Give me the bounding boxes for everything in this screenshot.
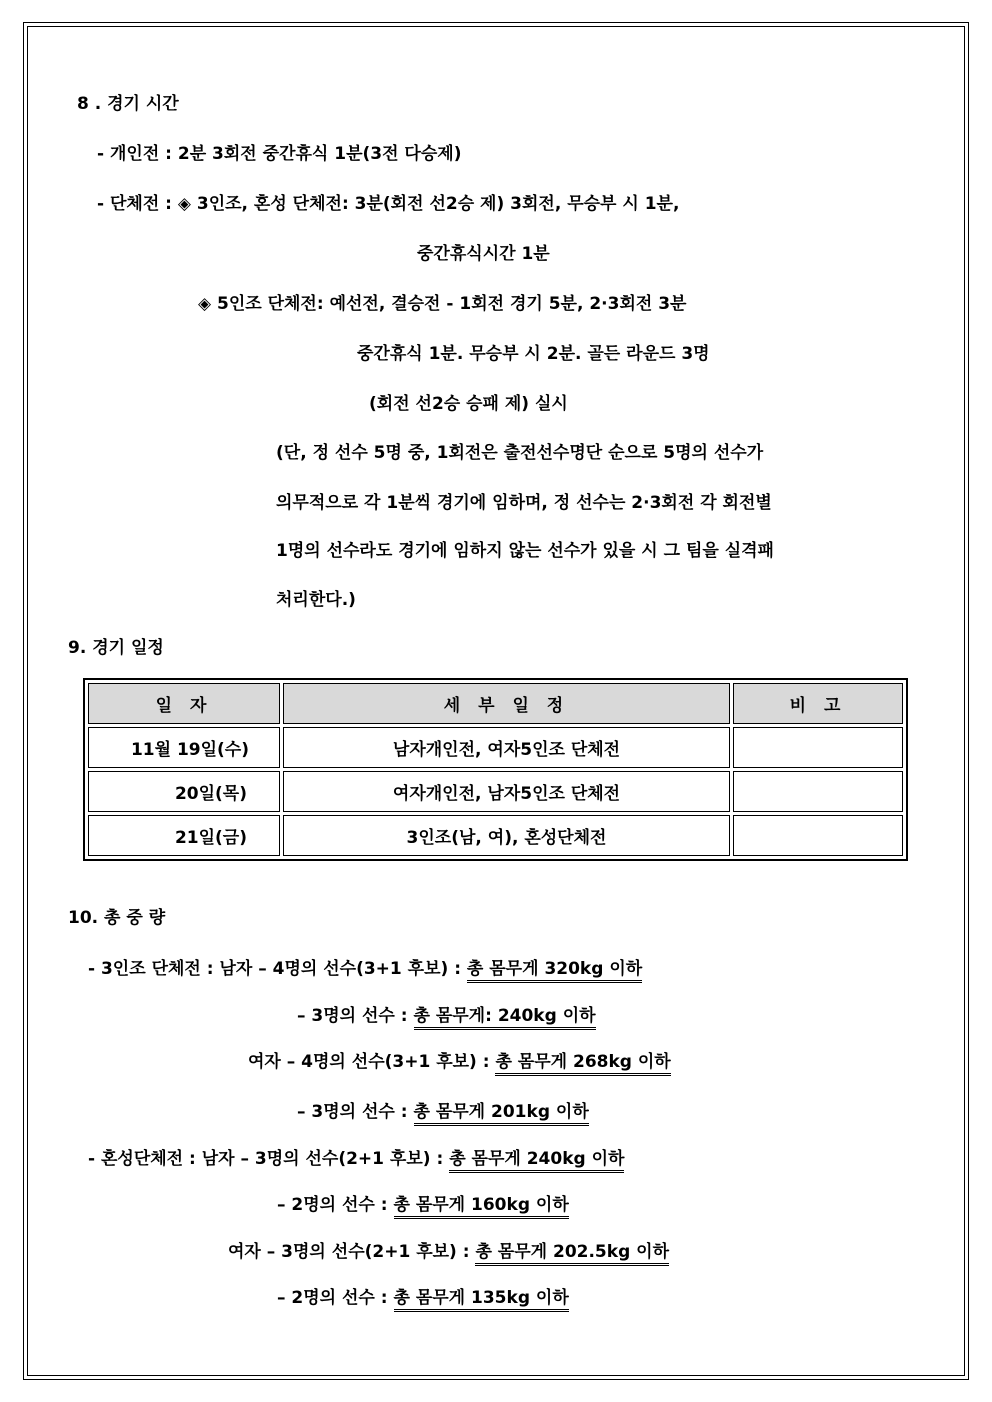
team-time-line1: - 단체전 : ◈ 3인조, 혼성 단체전: 3분(회전 선2승 제) 3회전, 무승부 시 1분, [97,194,680,214]
schedule-table [83,678,908,861]
table-header-row [88,683,903,724]
row-note [733,727,903,768]
row-detail: 3인조(남, 여), 혼성단체전 [283,815,730,856]
weight-line2-label: – 3명의 선수 : [297,1006,414,1026]
team-time-line2: 중간휴식시간 1분 [417,244,550,264]
weight-line5 [88,1148,624,1170]
table-row [88,727,903,768]
header-date: 일 자 [88,683,280,724]
weight-line6-value: 총 몸무게 160kg 이하 [394,1195,569,1219]
section9-title: 9. 경기 일정 [68,638,164,658]
row-date: 21일(금) [88,815,280,856]
header-note: 비 고 [733,683,903,724]
weight-line6 [277,1194,569,1216]
weight-line4-value: 총 몸무게 201kg 이하 [414,1102,589,1126]
header-detail: 세 부 일 정 [283,683,730,724]
row-note [733,771,903,812]
row-date: 20일(목) [88,771,280,812]
five-team-line1: ◈ 5인조 단체전: 예선전, 결승전 - 1회전 경기 5분, 2·3회전 3분 [198,294,687,314]
row-detail: 남자개인전, 여자5인조 단체전 [283,727,730,768]
note-line1: (단, 정 선수 5명 중, 1회전은 출전선수명단 순으로 5명의 선수가 [276,443,764,463]
row-detail: 여자개인전, 남자5인조 단체전 [283,771,730,812]
weight-line3 [248,1051,671,1073]
table-row [88,815,903,856]
weight-line7-label: 여자 – 3명의 선수(2+1 후보) : [228,1242,476,1262]
row-note [733,815,903,856]
weight-line1-value: 총 몸무게 320kg 이하 [467,959,642,983]
weight-line8-label: – 2명의 선수 : [277,1288,394,1308]
section8-title: 8 . 경기 시간 [77,94,179,114]
five-team-line2: 중간휴식 1분. 무승부 시 2분. 골든 라운드 3명 [357,344,710,364]
weight-line4-label: – 3명의 선수 : [297,1102,414,1122]
five-team-line3: (회전 선2승 승패 제) 실시 [369,394,568,414]
weight-line1 [88,958,642,980]
weight-line5-label: - 혼성단체전 : 남자 – 3명의 선수(2+1 후보) : [88,1149,450,1169]
individual-time: - 개인전 : 2분 3회전 중간휴식 1분(3전 다승제) [97,144,462,164]
weight-line3-label: 여자 – 4명의 선수(3+1 후보) : [248,1052,496,1072]
row-date: 11월 19일(수) [88,727,280,768]
note-line4: 처리한다.) [276,590,356,610]
note-line2: 의무적으로 각 1분씩 경기에 임하며, 정 선수는 2·3회전 각 회전별 [276,493,772,513]
weight-line7 [228,1241,669,1263]
weight-line7-value: 총 몸무게 202.5kg 이하 [475,1242,669,1266]
section10-title: 10. 총 중 량 [68,908,166,928]
weight-line8 [277,1287,569,1309]
note-line3: 1명의 선수라도 경기에 임하지 않는 선수가 있을 시 그 팀을 실격패 [276,541,774,561]
weight-line2-value: 총 몸무게: 240kg 이하 [414,1006,596,1030]
weight-line4 [297,1101,589,1123]
weight-line8-value: 총 몸무게 135kg 이하 [394,1288,569,1312]
weight-line5-value: 총 몸무게 240kg 이하 [449,1149,624,1173]
table-row [88,771,903,812]
weight-line3-value: 총 몸무게 268kg 이하 [495,1052,670,1076]
weight-line1-label: - 3인조 단체전 : 남자 – 4명의 선수(3+1 후보) : [88,959,467,979]
weight-line2 [297,1005,596,1027]
weight-line6-label: – 2명의 선수 : [277,1195,394,1215]
